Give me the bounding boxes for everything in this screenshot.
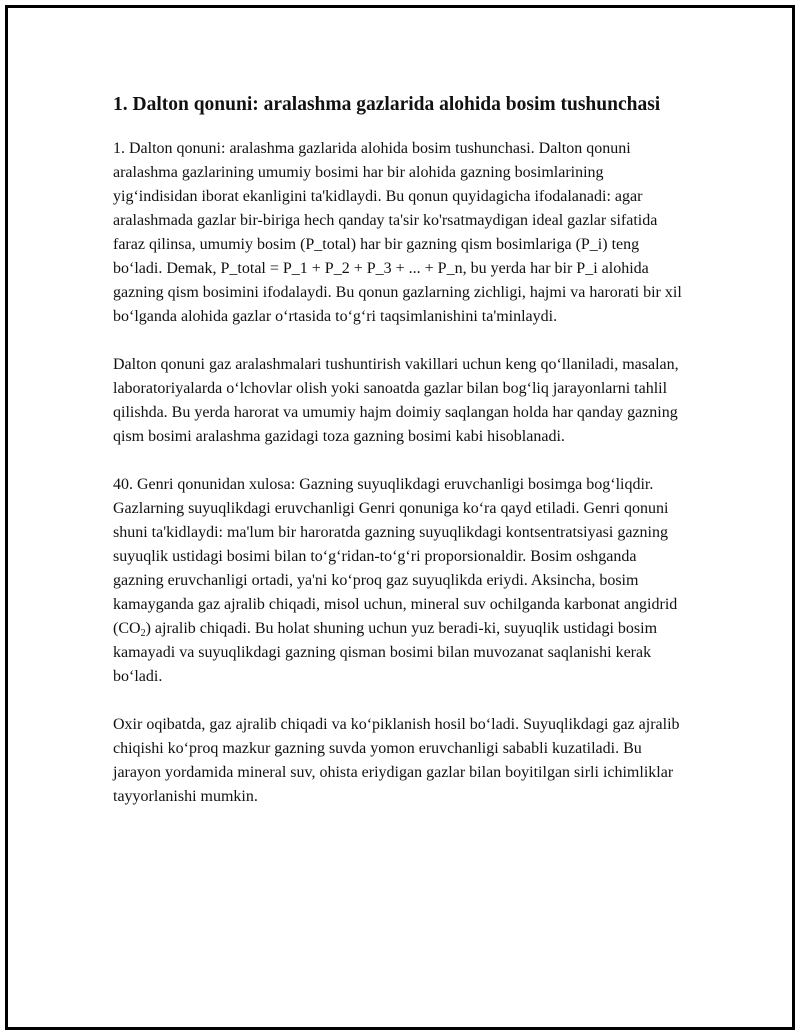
paragraph-dalton-law: 1. Dalton qonuni: aralashma gazlarida alohida bosim tushunchasi. Dalton qonuni aralashma gazlarining umumiy bosimi har bir alohida gazning bosimlarining yig‘indisidan iborat ekanligini ta'kidlaydi. Bu qonun quyidagicha ifodalanadi: agar aralashmada gazlar bir-biriga hech qanday ta'sir ko'rsatmaydigan ideal gazlar sifatida faraz qilinsa, umumiy bosim (P_total) har bir gazning qism bosimlariga (P_i) teng bo‘ladi. Demak, P_total = P_1 + P_2 + P_3 + ... + P_n, bu yerda har bir P_i alohida gazning qism bosimini ifodalaydi. Bu qonun gazlarning zichligi, hajmi va harorati bir xil bo‘lganda alohida gazlar o‘rtasida to‘g‘ri taqsimlanishini ta'minlaydi.: [113, 140, 682, 325]
paragraph-conclusion: Oxir oqibatda, gaz ajralib chiqadi va ko‘piklanish hosil bo‘ladi. Suyuqlikdagi gaz ajralib chiqishi ko‘proq mazkur gazning suvda yomon eruvchanligi sababli kuzatiladi. Bu jarayon yordamida mineral suv, ohista eriydigan gazlar bilan boyitilgan sirli ichimliklar tayyorlanishi mumkin.: [113, 716, 680, 805]
co2-subscript: 2: [140, 628, 146, 639]
paragraph-dalton-applications: Dalton qonuni gaz aralashmalari tushuntirish vakillari uchun keng qo‘llaniladi, masalan, laboratoriyalarda o‘lchovlar olish yoki sanoatda gazlar bilan bog‘liq jarayonlarni tahlil qilishda. Bu yerda harorat va umumiy hajm doimiy saqlangan holda har qanday gazning qism bosimi aralashma gazidagi toza gazning bosimi kabi hisoblanadi.: [113, 356, 679, 445]
document-body: [113, 91, 688, 809]
section-heading: 1. Dalton qonuni: aralashma gazlarida alohida bosim tushunchasi: [113, 94, 661, 115]
henry-text-before-formula: 40. Genri qonunidan xulosa: Gazning suyuqlikdagi eruvchanligi bosimga bog‘liqdir. Gazlarning suyuqlikdagi eruvchanligi Genri qonuniga ko‘ra qayd etiladi. Genri qonuni shuni ta'kidlaydi: ma'lum bir haroratda gazning suyuqlikdagi kontsentratsiyasi gazning suyuqlik ustidagi bosimi bilan to‘g‘ridan-to‘g‘ri proporsionaldir. Bosim oshganda gazning eruvchanligi ortadi, ya'ni ko‘proq gaz suyuqlikda eriydi. Aksincha, bosim kamayganda gaz ajralib chiqadi, misol uchun, mineral suv ochilganda karbonat angidrid (CO: [113, 476, 678, 637]
henry-text-after-formula: ) ajralib chiqadi. Bu holat shuning uchun yuz beradi-ki, suyuqlik ustidagi bosim kamayadi va suyuqlikdagi gazning qisman bosimi bilan muvozanat saqlanishi kerak bo‘ladi.: [113, 620, 658, 685]
paragraph-henry-law: [113, 473, 688, 689]
